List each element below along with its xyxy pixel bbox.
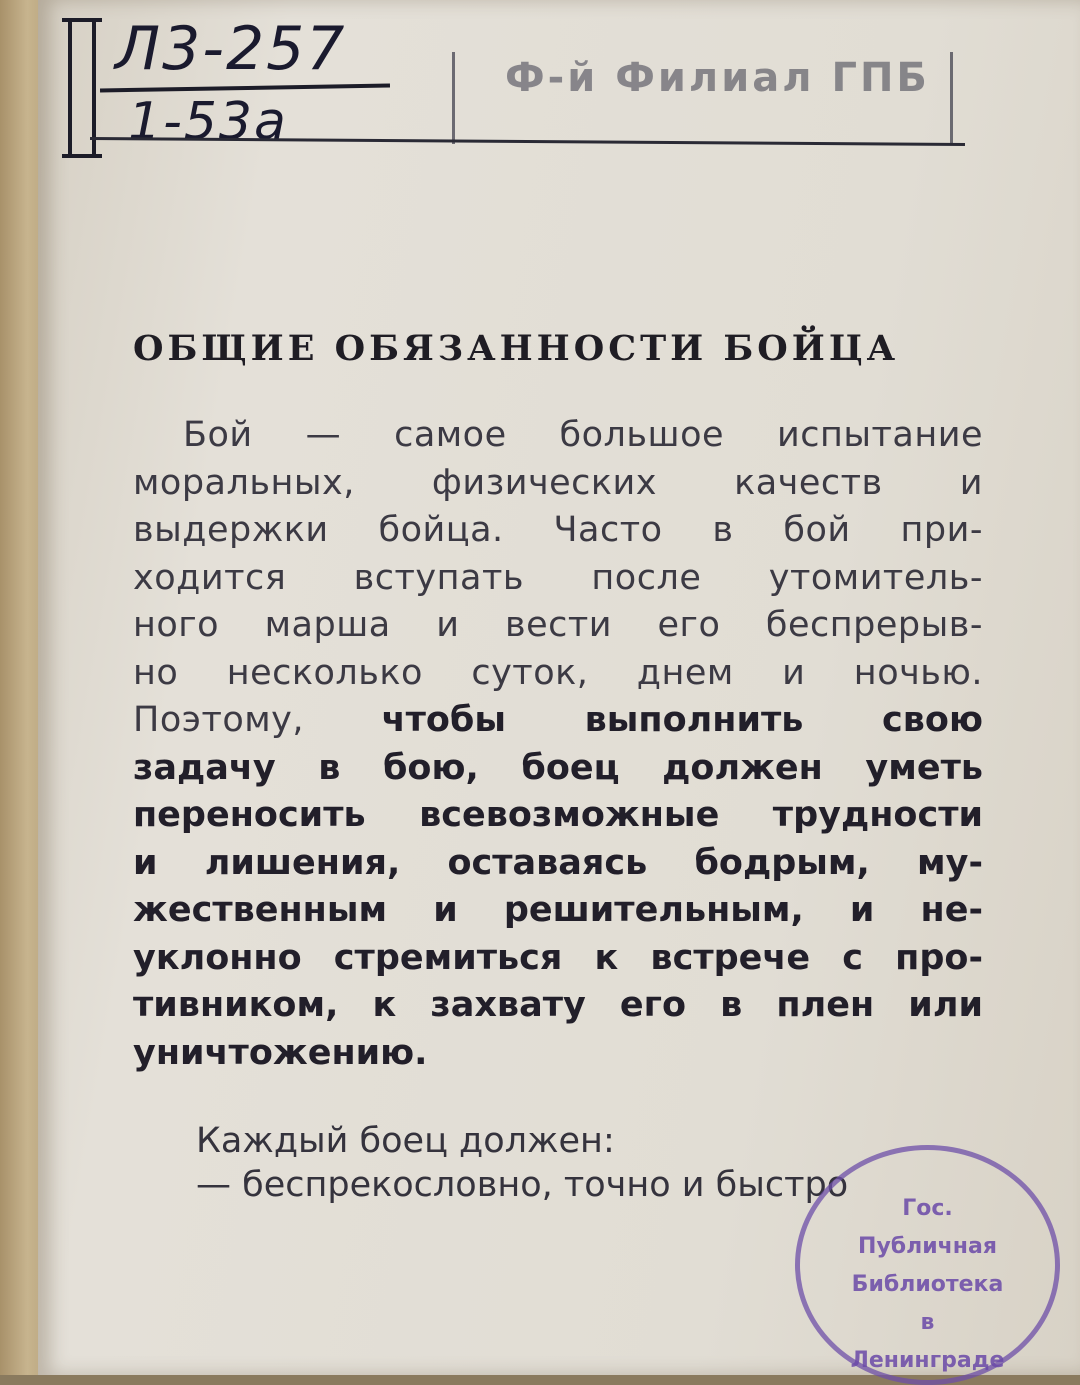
- paragraph-line: задачу в бою, боец должен уметь: [133, 747, 983, 788]
- paragraph-line: тивником, к захвату его в плен или: [133, 985, 983, 1025]
- paragraph-line: Каждый боец должен:: [196, 1121, 615, 1161]
- round-stamp-text: [795, 1190, 1060, 1380]
- library-stamp-text: Ф-й Филиал ГПБ: [505, 55, 930, 101]
- paragraph-line-bold-part: чтобы выполнить свою: [381, 700, 983, 740]
- paragraph-line: моральных, физических качеств и: [133, 462, 983, 503]
- round-stamp-line: Ленинграде: [850, 1348, 1005, 1373]
- paragraph-line: выдержки бойца. Часто в бой при-: [133, 510, 983, 550]
- paragraph-line: переносить всевозможные трудности: [133, 795, 983, 835]
- shelfmark-line-2: 1-53а: [128, 92, 288, 152]
- page-title: ОБЩИЕ ОБЯЗАННОСТИ БОЙЦА: [133, 328, 900, 369]
- paragraph-line: уклонно стремиться к встрече с про-: [133, 937, 983, 978]
- paragraph-line: — беспрекословно, точно и быстро: [196, 1165, 849, 1205]
- paragraph-2: [196, 1118, 976, 1166]
- paragraph-line: уничтожению.: [133, 1032, 428, 1073]
- round-stamp-line: Публичная: [858, 1234, 997, 1259]
- paragraph-line: Бой — самое большое испытание: [183, 415, 983, 455]
- paragraph-line: жественным и решительным, и не-: [133, 890, 983, 930]
- paragraph-1: [133, 412, 983, 1077]
- round-stamp-line: Библиотека: [851, 1272, 1004, 1297]
- shelfmark-line-1: Л3-257: [115, 14, 347, 84]
- round-stamp-line: Гос.: [902, 1196, 953, 1221]
- paragraph-line-light-part: Поэтому,: [133, 700, 304, 740]
- paragraph-line-mixed: [133, 697, 983, 745]
- paragraph-line: и лишения, оставаясь бодрым, му-: [133, 842, 983, 883]
- round-stamp-line: в: [920, 1310, 935, 1335]
- paragraph-line: но несколько суток, днем и ночью.: [133, 652, 983, 693]
- paragraph-line: ходится вступать после утомитель-: [133, 557, 983, 598]
- paragraph-line: ного марша и вести его беспрерыв-: [133, 605, 983, 645]
